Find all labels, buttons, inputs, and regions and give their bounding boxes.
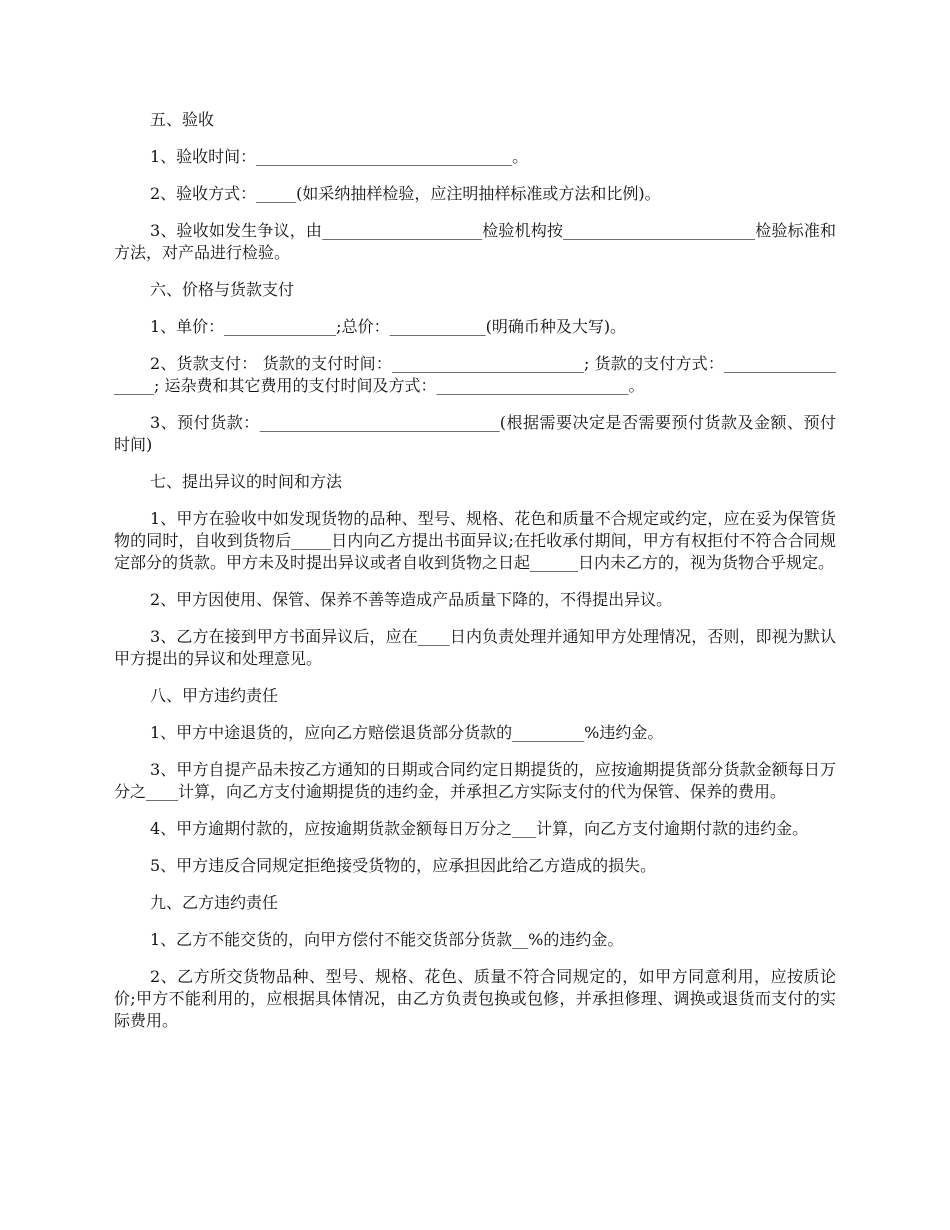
clause-party-a-5: 5、甲方违反合同规定拒绝接受货物的，应承担因此给乙方造成的损失。 <box>150 856 657 875</box>
section-heading-price-payment: 六、价格与货款支付 <box>150 280 295 299</box>
clause-acceptance-time: 1、验收时间：________________________________。 <box>150 147 529 166</box>
clause-objection-2: 2、甲方因使用、保管、保养不善等造成产品质量下降的，不得提出异议。 <box>150 590 673 609</box>
section-heading-acceptance: 五、验收 <box>150 110 215 129</box>
clause-objection-3: 3、乙方在接到甲方书面异议后，应在____日内负责处理并通知甲方处理情况，否则，即视为默认甲方提出的异议和处理意见。 <box>114 627 836 668</box>
clause-unit-price: 1、单价：______________;总价：____________(明确币种及大写)。 <box>150 317 627 336</box>
section-heading-objection: 七、提出异议的时间和方法 <box>150 472 343 491</box>
clause-payment: 2、货款支付： 货款的支付时间：________________________; 货款的支付方式：___________________; 运杂费和其它费用的支付时间及方式：________________________。 <box>114 354 836 395</box>
clause-party-a-4: 4、甲方逾期付款的，应按逾期货款金额每日万分之___计算，向乙方支付逾期付款的违约金。 <box>150 819 809 838</box>
clause-acceptance-method: 2、验收方式：_____(如采纳抽样检验，应注明抽样标准或方法和比例)。 <box>150 184 661 203</box>
section-heading-party-a-liability: 八、甲方违约责任 <box>150 686 279 705</box>
clause-party-b-1: 1、乙方不能交货的，向甲方偿付不能交货部分货款__%的违约金。 <box>150 930 624 949</box>
section-heading-party-b-liability: 九、乙方违约责任 <box>150 893 279 912</box>
document-body <box>114 109 836 1047</box>
clause-party-a-3: 3、甲方自提产品未按乙方通知的日期或合同约定日期提货的，应按逾期提货部分货款金额每日万分之____计算，向乙方支付逾期提货的违约金，并承担乙方实际支付的代为保管、保养的费用。 <box>114 760 836 801</box>
clause-prepayment: 3、预付货款：______________________________(根据需要决定是否需要预付货款及金额、预付时间) <box>114 413 836 454</box>
clause-party-b-2: 2、乙方所交货物品种、型号、规格、花色、质量不符合同规定的，如甲方同意利用，应按质论价;甲方不能利用的，应根据具体情况，由乙方负责包换或包修，并承担修理、调换或退货而支付的实际费用。 <box>114 967 836 1030</box>
clause-acceptance-dispute: 3、验收如发生争议，由____________________检验机构按________________________检验标准和方法，对产品进行检验。 <box>114 221 836 262</box>
clause-objection-1: 1、甲方在验收中如发现货物的品种、型号、规格、花色和质量不合规定或约定，应在妥为保管货物的同时，自收到货物后_____日内向乙方提出书面异议;在托收承付期间，甲方有权拒付不符合合同规定部分的货款。甲方未及时提出异议或者自收到货物之日起______日内未乙方的，视为货物合乎规定。 <box>114 509 836 572</box>
clause-party-a-1: 1、甲方中途退货的，应向乙方赔偿退货部分货款的_________%违约金。 <box>150 723 664 742</box>
